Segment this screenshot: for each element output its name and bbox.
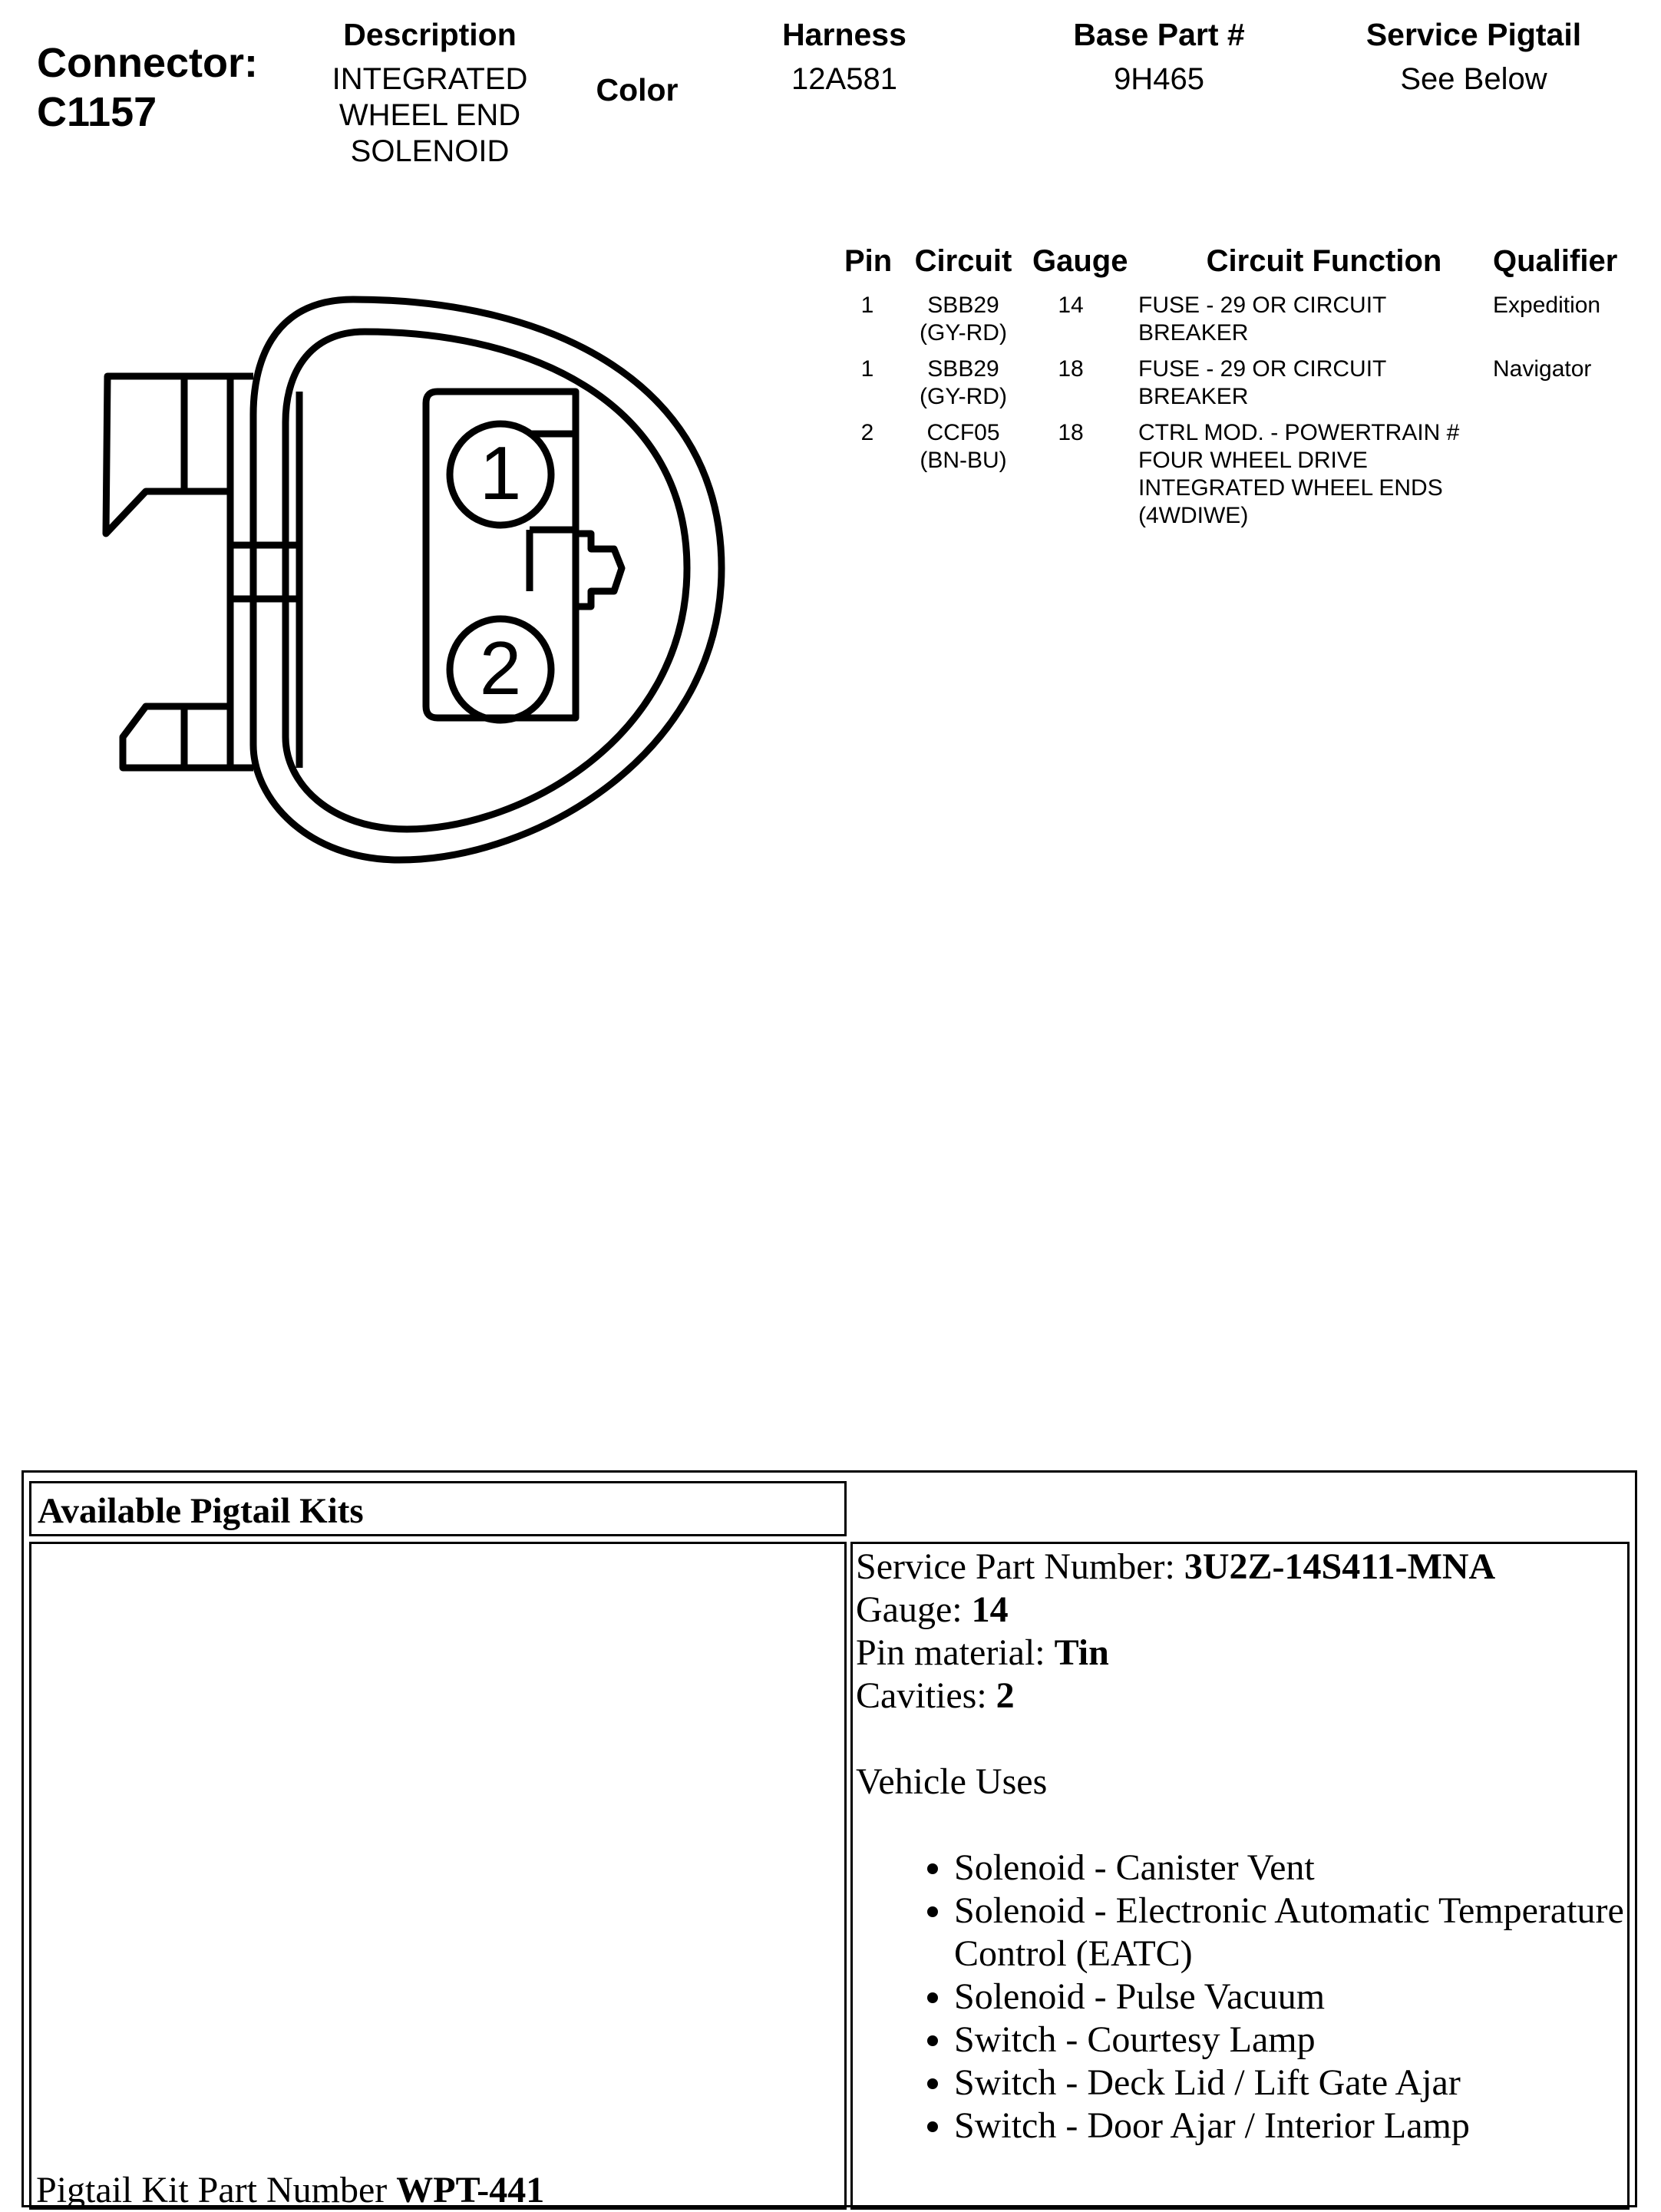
connector-id: C1157 <box>37 89 157 135</box>
pin-material-label: Pin material: <box>856 1632 1055 1673</box>
vehicle-uses-label: Vehicle Uses <box>856 1761 1048 1802</box>
pigtail-kit-details-box <box>850 1542 1630 2210</box>
row-1-circuit <box>894 292 1032 347</box>
description-line-1: INTEGRATED <box>332 62 528 96</box>
row-2-function-line-1: FUSE - 29 OR CIRCUIT <box>1138 356 1387 382</box>
cavities-value: 2 <box>996 1675 1015 1716</box>
gauge-line <box>856 1589 1624 1632</box>
row-1-qualifier: Expedition <box>1493 293 1601 318</box>
description-value <box>307 61 553 170</box>
row-3-circuit-color: (BN-BU) <box>920 448 1007 473</box>
row-3-function-line-1: CTRL MOD. - POWERTRAIN # <box>1138 420 1460 445</box>
connector-label: Connector: <box>37 40 258 86</box>
service-part-label: Service Part Number: <box>856 1546 1184 1587</box>
vehicle-use-item: • Switch - Deck Lid / Lift Gate Ajar <box>954 2062 1624 2105</box>
row-3-pin: 2 <box>860 420 874 445</box>
vehicle-uses-list <box>856 1847 1624 2148</box>
row-2-pin: 1 <box>860 356 874 382</box>
vehicle-use-item: • Switch - Door Ajar / Interior Lamp <box>954 2105 1624 2148</box>
row-3-circuit <box>894 419 1032 474</box>
pin-material-line <box>856 1632 1624 1675</box>
col-circuit-header: Circuit <box>914 244 1012 278</box>
description-line-3: SOLENOID <box>350 134 510 168</box>
row-3-function <box>1138 419 1499 530</box>
harness-value: 12A581 <box>791 62 897 96</box>
housing-inner <box>286 332 687 829</box>
cavities-line <box>856 1675 1624 1718</box>
row-1-function-line-2: BREAKER <box>1138 320 1249 346</box>
description-line-2: WHEEL END <box>338 98 521 132</box>
base-part-label: Base Part # <box>1073 17 1245 52</box>
row-1-circuit-code: SBB29 <box>927 293 999 318</box>
pigtail-kit-part-number: WPT-441 <box>396 2170 545 2210</box>
row-1-gauge: 14 <box>1058 293 1084 318</box>
row-1-function-line-1: FUSE - 29 OR CIRCUIT <box>1138 293 1387 318</box>
row-2-function-line-2: BREAKER <box>1138 384 1249 409</box>
color-label: Color <box>596 72 679 107</box>
pin-1-label: 1 <box>479 431 522 515</box>
row-2-circuit <box>894 355 1032 411</box>
connector-face-diagram <box>77 276 752 875</box>
row-2-function <box>1138 355 1499 411</box>
pigtail-kits-title-box <box>29 1481 847 1536</box>
vehicle-use-item: • Solenoid - Pulse Vacuum <box>954 1976 1624 2019</box>
service-part-number: 3U2Z-14S411-MNA <box>1184 1546 1496 1587</box>
row-3-function-line-3: INTEGRATED WHEEL ENDS <box>1138 475 1443 501</box>
harness-label: Harness <box>782 17 906 52</box>
col-pin-header: Pin <box>844 244 893 278</box>
service-part-line <box>856 1546 1624 1589</box>
col-gauge-header: Gauge <box>1032 244 1128 278</box>
vehicle-use-item: • Solenoid - Canister Vent <box>954 1847 1624 1890</box>
pin-material-value: Tin <box>1054 1632 1109 1673</box>
service-pigtail-value: See Below <box>1400 62 1547 96</box>
row-3-gauge: 18 <box>1058 420 1084 445</box>
service-pigtail-label: Service Pigtail <box>1365 17 1582 52</box>
vehicle-use-item: • Solenoid - Electronic Automatic Temperature Control (EATC) <box>954 1890 1624 1976</box>
row-3-function-line-2: FOUR WHEEL DRIVE <box>1138 448 1368 473</box>
pigtail-kits-title: Available Pigtail Kits <box>38 1491 364 1531</box>
col-qualifier-header: Qualifier <box>1493 244 1618 278</box>
gauge-label: Gauge: <box>856 1589 972 1630</box>
pigtail-kit-part-label: Pigtail Kit Part Number <box>36 2170 397 2210</box>
row-2-gauge: 18 <box>1058 356 1084 382</box>
connector-title <box>37 38 258 137</box>
row-2-circuit-code: SBB29 <box>927 356 999 382</box>
cavities-label: Cavities: <box>856 1675 996 1716</box>
row-2-circuit-color: (GY-RD) <box>920 384 1007 409</box>
pigtail-kit-image-box <box>29 1542 847 2210</box>
row-1-circuit-color: (GY-RD) <box>920 320 1007 346</box>
gauge-value: 14 <box>971 1589 1009 1630</box>
base-part-value: 9H465 <box>1114 62 1204 96</box>
pigtail-kit-part <box>36 2169 544 2212</box>
pin-2-label: 2 <box>479 626 522 710</box>
housing-outer <box>253 299 722 860</box>
vehicle-use-item: • Switch - Courtesy Lamp <box>954 2019 1624 2062</box>
row-2-qualifier: Navigator <box>1493 356 1592 382</box>
row-1-pin: 1 <box>860 293 874 318</box>
row-3-function-line-4: (4WDIWE) <box>1138 503 1249 528</box>
col-function-header: Circuit Function <box>1206 244 1442 278</box>
row-3-circuit-code: CCF05 <box>926 420 1000 445</box>
row-1-function <box>1138 292 1499 347</box>
description-label: Description <box>343 17 517 52</box>
